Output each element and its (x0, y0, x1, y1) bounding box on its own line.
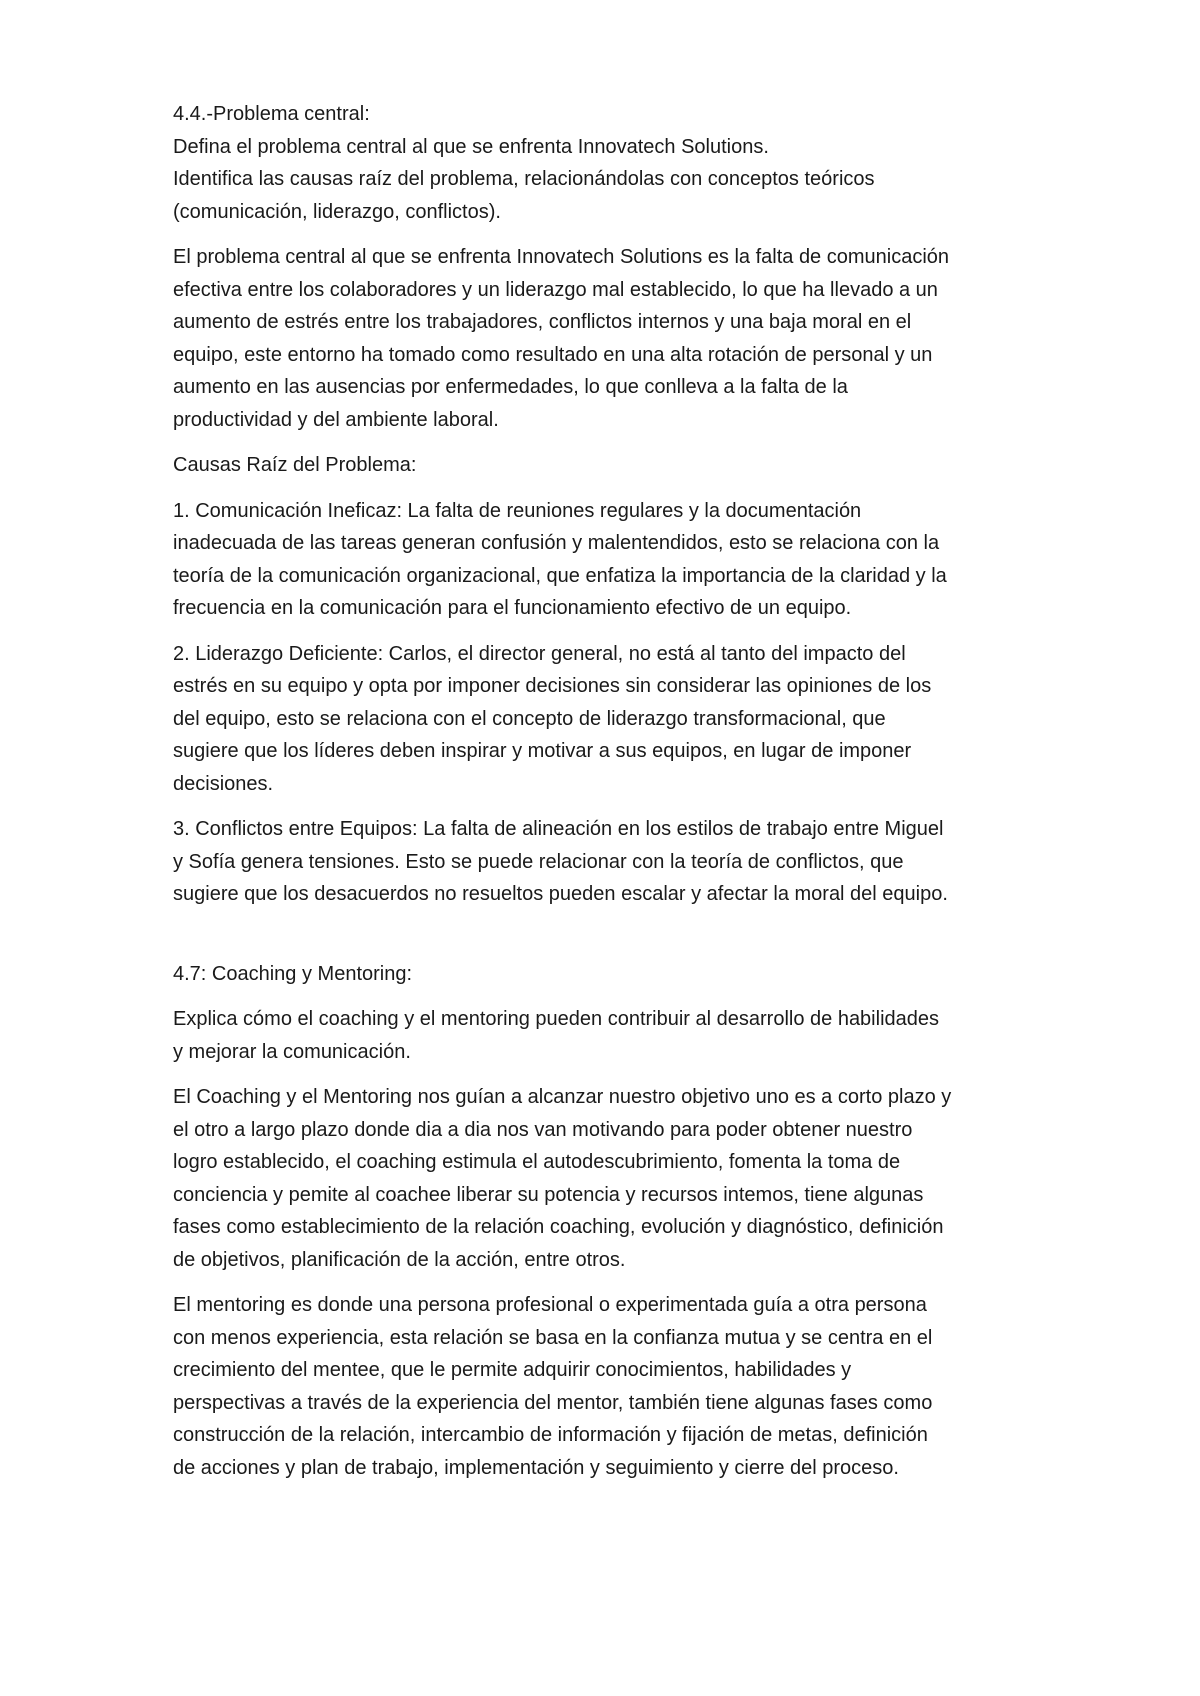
causes-heading-paragraph (173, 449, 1053, 482)
prompt-line: Defina el problema central al que se enfrenta Innovatech Solutions. (173, 135, 769, 158)
mentoring-line: construcción de la relación, intercambio de información y fijación de metas, definición (173, 1424, 928, 1446)
section-44-heading: 4.4.-Problema central: (173, 103, 370, 125)
cause-3-paragraph (173, 813, 1053, 911)
prompt-line: Explica cómo el coaching y el mentoring pueden contribuir al desarrollo de habilidades (173, 1008, 940, 1030)
coaching-line: de objetivos, planificación de la acción, entre otros. (173, 1248, 626, 1271)
cause-line: y Sofía genera tensiones. Esto se puede relacionar con la teoría de conflictos, que (173, 850, 904, 873)
cause-line: frecuencia en la comunicación para el funcionamiento efectivo de un equipo. (173, 597, 852, 619)
answer-line: aumento en las ausencias por enfermedades, lo que conlleva a la falta de la (173, 376, 848, 398)
cause-line: 2. Liderazgo Deficiente: Carlos, el director general, no está al tanto del impacto del (173, 642, 906, 665)
section-44-intro (173, 98, 1053, 228)
mentoring-line: perspectivas a través de la experiencia del mentor, también tiene algunas fases como (173, 1391, 933, 1414)
mentoring-line: de acciones y plan de trabajo, implementación y seguimiento y cierre del proceso. (173, 1456, 899, 1479)
cause-2-paragraph (173, 638, 1053, 801)
cause-line: decisiones. (173, 772, 274, 795)
coaching-line: conciencia y pemite al coachee liberar su potencia y recursos intemos, tiene algunas (173, 1183, 924, 1206)
causes-heading: Causas Raíz del Problema: (173, 454, 417, 476)
cause-line: 1. Comunicación Ineficaz: La falta de reuniones regulares y la documentación (173, 499, 862, 522)
answer-line: efectiva entre los colaboradores y un liderazgo mal establecido, lo que ha llevado a un (173, 278, 938, 301)
cause-line: del equipo, esto se relaciona con el concepto de liderazgo transformacional, que (173, 707, 886, 730)
cause-line: inadecuada de las tareas generan confusión y malentendidos, esto se relaciona con la (173, 532, 940, 554)
cause-line: sugiere que los desacuerdos no resueltos pueden escalar y afectar la moral del equipo. (173, 883, 948, 905)
document-page (173, 98, 1053, 1497)
section-spacer (173, 924, 1053, 958)
answer-line: El problema central al que se enfrenta Innovatech Solutions es la falta de comunicación (173, 246, 950, 268)
coaching-line: fases como establecimiento de la relación coaching, evolución y diagnóstico, definición (173, 1216, 944, 1238)
cause-line: estrés en su equipo y opta por imponer decisiones sin considerar las opiniones de los (173, 675, 932, 697)
cause-1-paragraph (173, 495, 1053, 625)
mentoring-line: El mentoring es donde una persona profesional o experimentada guía a otra persona (173, 1294, 927, 1316)
section-47-heading-paragraph (173, 958, 1053, 991)
coaching-line: logro establecido, el coaching estimula el autodescubrimiento, fomenta la toma de (173, 1151, 901, 1173)
answer-line: equipo, este entorno ha tomado como resultado en una alta rotación de personal y un (173, 343, 933, 366)
prompt-line: y mejorar la comunicación. (173, 1040, 411, 1063)
mentoring-line: crecimiento del mentee, que le permite adquirir conocimientos, habilidades y (173, 1359, 852, 1381)
section-47-heading: 4.7: Coaching y Mentoring: (173, 962, 413, 985)
problem-answer-paragraph (173, 241, 1053, 436)
prompt-line: Identifica las causas raíz del problema, relacionándolas con conceptos teóricos (173, 168, 875, 190)
cause-line: teoría de la comunicación organizacional, que enfatiza la importancia de la claridad y la (173, 564, 947, 587)
prompt-line: (comunicación, liderazgo, conflictos). (173, 200, 501, 223)
coaching-paragraph (173, 1081, 1053, 1276)
cause-line: 3. Conflictos entre Equipos: La falta de alineación en los estilos de trabajo entre Miguel (173, 818, 944, 840)
mentoring-line: con menos experiencia, esta relación se basa en la confianza mutua y se centra en el (173, 1326, 933, 1349)
coaching-line: El Coaching y el Mentoring nos guían a alcanzar nuestro objetivo uno es a corto plazo y (173, 1086, 952, 1108)
section-47-prompt (173, 1003, 1053, 1068)
answer-line: aumento de estrés entre los trabajadores, conflictos internos y una baja moral en el (173, 311, 912, 333)
cause-line: sugiere que los líderes deben inspirar y motivar a sus equipos, en lugar de imponer (173, 740, 912, 762)
answer-line: productividad y del ambiente laboral. (173, 408, 499, 431)
mentoring-paragraph (173, 1289, 1053, 1484)
coaching-line: el otro a largo plazo donde dia a dia nos van motivando para poder obtener nuestro (173, 1118, 913, 1141)
